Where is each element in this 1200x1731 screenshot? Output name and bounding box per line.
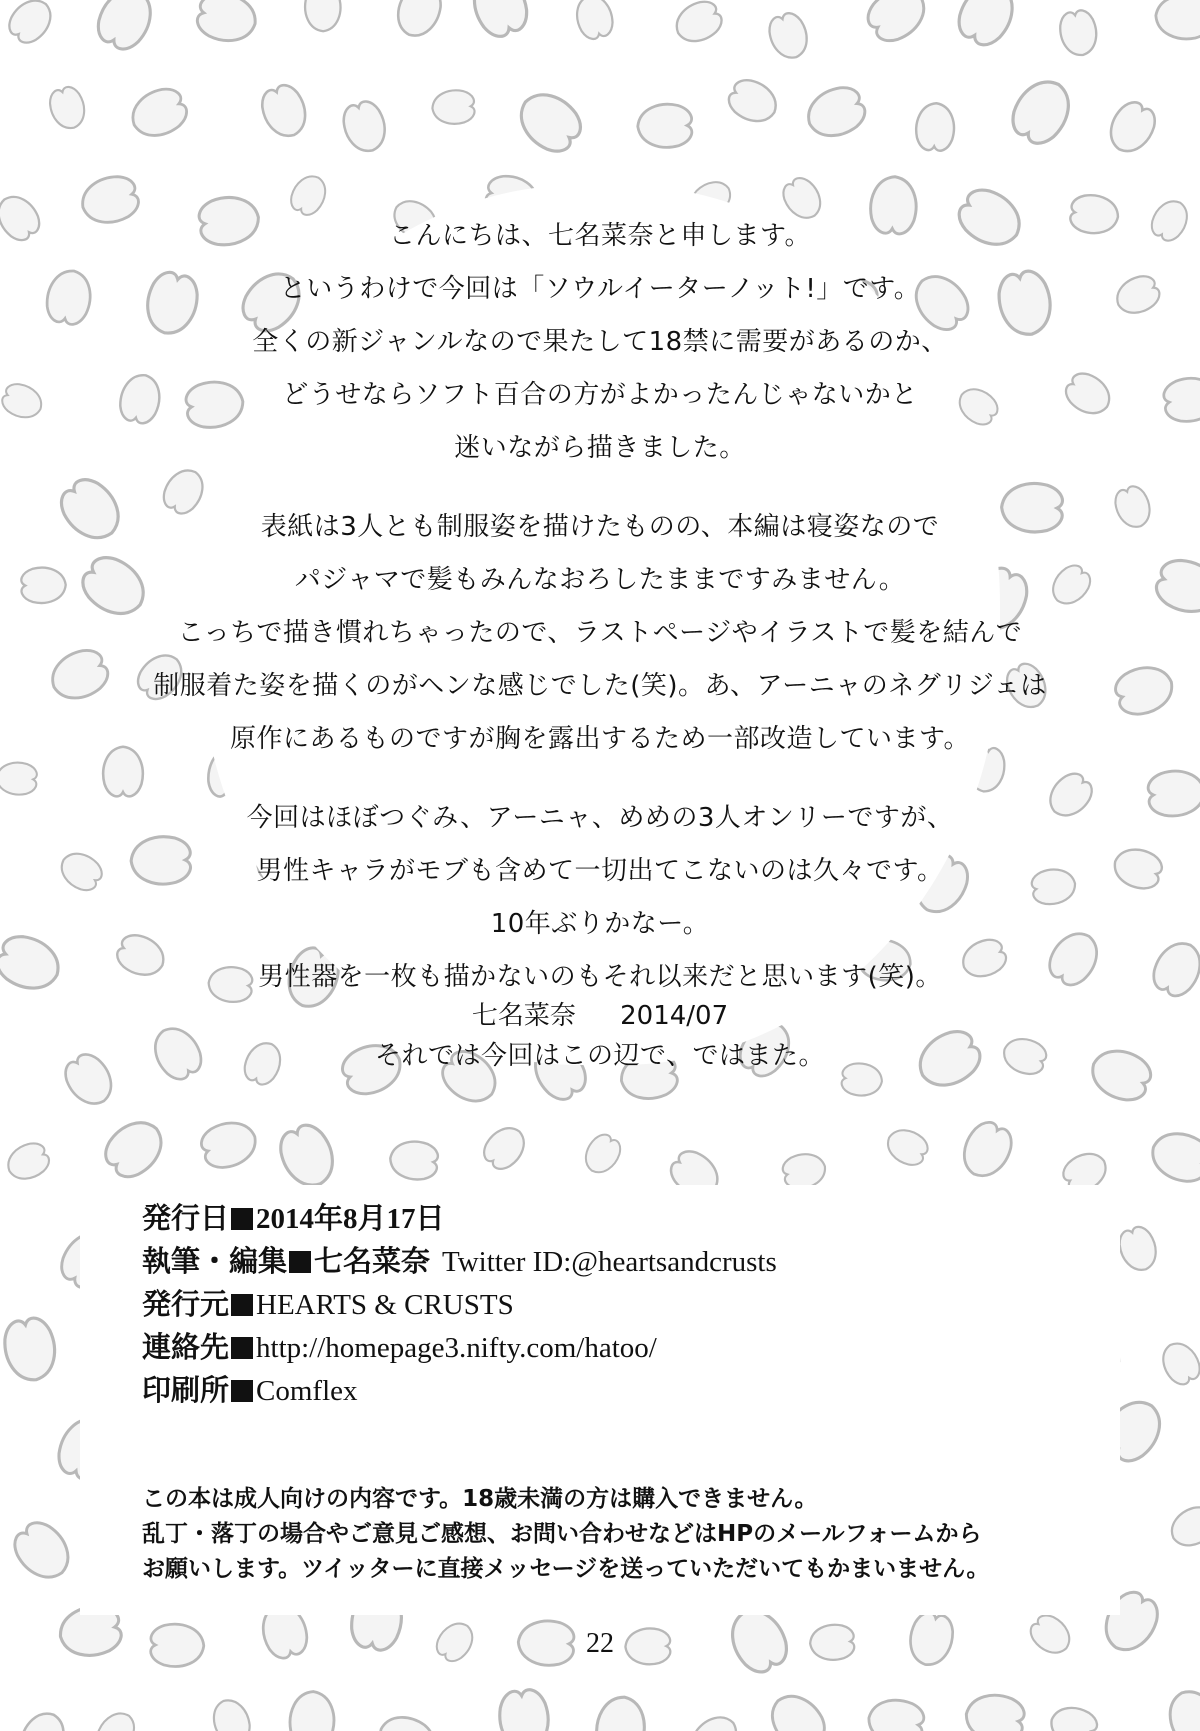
petal-icon	[58, 1048, 120, 1113]
petal-icon	[1111, 271, 1164, 320]
petal-icon	[43, 267, 95, 327]
petal-icon	[687, 1709, 744, 1731]
petal-icon	[21, 567, 66, 603]
petal-icon	[339, 98, 391, 157]
colophon-value: 七名菜奈	[314, 1246, 431, 1278]
petal-icon	[579, 1130, 626, 1179]
petal-icon	[92, 1706, 142, 1731]
petal-icon	[478, 1120, 532, 1175]
afterword-line: 全くの新ジャンルなので果たして18禁に需要があるのか、	[252, 327, 948, 357]
petal-icon	[2, 1138, 53, 1185]
petal-icon	[963, 1691, 1026, 1731]
petal-icon	[0, 930, 66, 998]
petal-icon	[572, 0, 617, 42]
afterword-line: 男性キャラがモブも含めて一切出てこないのは久々です。	[256, 856, 944, 886]
bullet-square-icon	[231, 1294, 253, 1316]
signature-name: 七名菜奈	[471, 1001, 576, 1031]
petal-icon	[1085, 1043, 1155, 1107]
petal-icon	[724, 74, 783, 129]
petal-icon	[1004, 71, 1080, 151]
petal-icon	[1152, 554, 1200, 619]
petal-icon	[1057, 8, 1100, 58]
colophon-value: HEARTS & CRUSTS	[256, 1289, 514, 1321]
petal-icon	[125, 82, 192, 144]
petal-icon	[1155, 0, 1200, 40]
afterword-line: 原作にあるものですが胸を露出するため一部改造しています。	[230, 724, 970, 754]
afterword-line: 男性器を一枚も描かないのもそれ以来だと思います(笑)。	[258, 962, 942, 992]
colophon-value: 2014年8月17日	[256, 1203, 445, 1235]
colophon-contact	[142, 1327, 1122, 1370]
afterword-line: というわけで今回は「ソウルイーターノット!」です。	[279, 274, 921, 304]
afterword-paragraph-3	[130, 792, 1070, 1004]
petal-icon	[194, 0, 260, 46]
petal-icon	[208, 1695, 255, 1731]
notice-line: 乱丁・落丁の場合やご意見ご感想、お問い合わせなどはHPのメールフォームから	[142, 1521, 982, 1547]
petal-icon	[389, 1140, 439, 1182]
colophon-printer	[142, 1370, 1122, 1413]
bullet-square-icon	[231, 1337, 253, 1359]
petal-icon	[861, 0, 934, 49]
petal-icon	[1161, 1684, 1200, 1731]
bullet-square-icon	[231, 1208, 253, 1230]
petal-icon	[90, 0, 160, 56]
petal-icon	[866, 1697, 926, 1731]
petal-icon	[15, 1706, 72, 1731]
afterword-line: パジャマで髪もみんなおろしたままですみません。	[294, 565, 906, 595]
bullet-square-icon	[231, 1380, 253, 1402]
petal-icon	[289, 1690, 336, 1731]
page-number: 22	[586, 1628, 614, 1659]
petal-icon	[1110, 844, 1166, 893]
petal-icon	[7, 1515, 79, 1588]
petal-icon	[915, 102, 955, 151]
petal-icon	[1147, 769, 1200, 817]
petal-icon	[3, 0, 59, 49]
petal-icon	[1047, 1702, 1100, 1731]
petal-icon	[510, 83, 589, 160]
afterword-signature	[130, 995, 1070, 1032]
petal-icon	[197, 1116, 261, 1172]
colophon-label: 執筆・編集	[142, 1246, 288, 1278]
petal-icon	[0, 1315, 60, 1384]
petal-icon	[1165, 1501, 1200, 1553]
petal-icon	[1069, 193, 1120, 235]
afterword-line: 迷いながら描きました。	[454, 433, 746, 463]
afterword-line: それでは今回はこの辺で、ではまた。	[375, 1041, 825, 1071]
colophon-label: 印刷所	[142, 1375, 230, 1407]
colophon-twitter: Twitter ID:@heartsandcrusts	[442, 1246, 777, 1278]
petal-icon	[1156, 1337, 1200, 1389]
petal-icon	[1111, 483, 1156, 532]
petal-icon	[391, 0, 447, 42]
colophon-label: 連絡先	[142, 1332, 230, 1364]
petal-icon	[45, 644, 114, 707]
petal-icon	[955, 1116, 1018, 1184]
petal-icon	[1146, 1126, 1200, 1187]
bullet-square-icon	[289, 1251, 311, 1273]
afterword-line: 今回はほぼつぐみ、アーニャ、めめの3人オンリーですが、	[246, 803, 954, 833]
legal-notice	[142, 1482, 1122, 1587]
petal-icon	[98, 1111, 172, 1185]
petal-icon	[1111, 661, 1177, 720]
colophon-label: 発行元	[142, 1289, 230, 1321]
petal-icon	[670, 0, 727, 49]
petal-icon	[1102, 96, 1161, 159]
colophon-url: http://homepage3.nifty.com/hatoo/	[256, 1332, 657, 1364]
petal-icon	[256, 81, 312, 143]
petal-icon	[273, 1119, 342, 1194]
petal-icon	[1147, 935, 1200, 1002]
petal-icon	[0, 762, 37, 796]
petal-icon	[951, 0, 1023, 52]
petal-icon	[497, 1688, 551, 1731]
colophon	[142, 1198, 1122, 1413]
notice-line: お願いします。ツイッターに直接メッセージを送っていただいてもかまいません。	[142, 1556, 990, 1582]
petal-icon	[465, 0, 534, 42]
afterword-line: 10年ぶりかなー。	[490, 909, 710, 939]
petal-icon	[53, 471, 130, 549]
afterword-paragraph-4	[130, 1030, 1070, 1083]
colophon-publisher	[142, 1284, 1122, 1327]
petal-icon	[0, 189, 46, 246]
afterword-line: 制服着た姿を描くのがヘンな感じでした(笑)。あ、アーニャのネグリジェは	[153, 671, 1047, 701]
afterword-paragraph-1	[130, 210, 1070, 475]
afterword-line: どうせならソフト百合の方がよかったんじゃないかと	[282, 380, 918, 410]
colophon-author	[142, 1241, 1122, 1284]
afterword-paragraph-2	[130, 501, 1070, 766]
afterword-line: こっちで描き慣れちゃったので、ラストページやイラストで髪を結んで	[177, 618, 1023, 648]
afterword-text	[130, 210, 1070, 1109]
afterword-line: 表紙は3人とも制服姿を描けたものの、本編は寝姿なので	[260, 512, 940, 542]
petal-icon	[1115, 1223, 1162, 1275]
colophon-issue-date	[142, 1198, 1122, 1241]
petal-icon	[1146, 195, 1194, 246]
petal-icon	[765, 9, 813, 63]
colophon-label: 発行日	[142, 1203, 230, 1235]
petal-icon	[594, 1694, 648, 1731]
petal-icon	[882, 1124, 932, 1171]
signature-date: 2014/07	[620, 1001, 729, 1031]
petal-icon	[801, 81, 870, 144]
petal-icon	[305, 0, 341, 32]
colophon-value: Comflex	[256, 1375, 358, 1407]
afterword-line: こんにちは、七名菜奈と申します。	[389, 221, 811, 251]
petal-icon	[762, 1686, 833, 1731]
petal-icon	[0, 379, 47, 423]
petal-icon	[374, 1710, 437, 1731]
petal-icon	[1162, 375, 1200, 424]
petal-icon	[55, 846, 107, 896]
petal-icon	[46, 84, 90, 133]
petal-icon	[432, 89, 476, 125]
petal-icon	[637, 104, 692, 148]
notice-line: この本は成人向けの内容です。18歳未満の方は購入できません。	[142, 1486, 818, 1512]
